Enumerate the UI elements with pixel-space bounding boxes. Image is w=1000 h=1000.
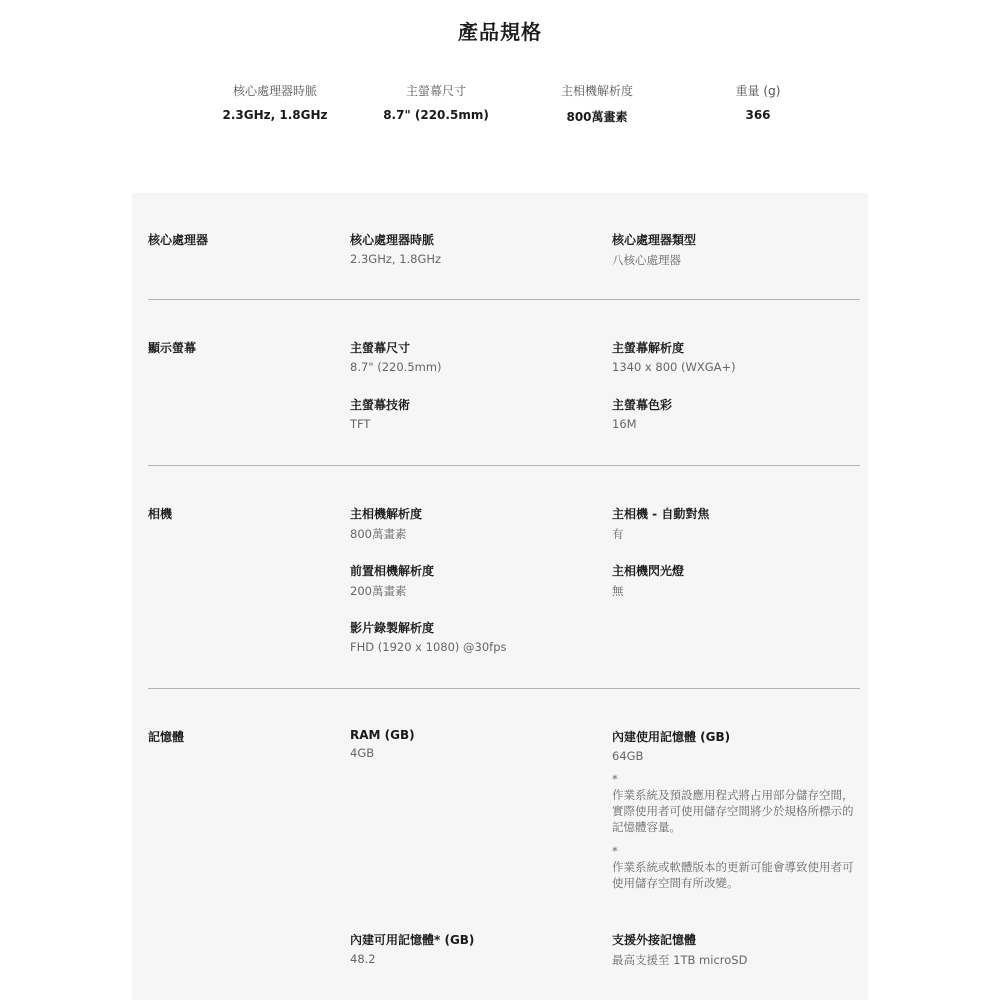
spec-item <box>350 562 600 599</box>
spec-value: 8.7" (220.5mm) <box>350 360 442 374</box>
spec-label: 主螢幕解析度 <box>612 341 685 355</box>
spec-item <box>350 619 600 654</box>
spec-label: 支援外接記憶體 <box>612 933 697 947</box>
spec-label: 主相機閃光燈 <box>612 564 685 578</box>
key-spec-value: 8.7" (220.5mm) <box>383 108 489 122</box>
spec-value: FHD (1920 x 1080) @30fps <box>350 640 507 654</box>
spec-item <box>612 396 862 431</box>
spec-label: 主相機 - 自動對焦 <box>612 507 710 521</box>
spec-label: 主螢幕色彩 <box>612 398 673 412</box>
spec-label: 主螢幕技術 <box>350 398 411 412</box>
spec-label: 影片錄製解析度 <box>350 621 435 635</box>
spec-item <box>612 562 862 599</box>
spec-item <box>612 231 862 268</box>
spec-value: 無 <box>612 584 624 598</box>
spec-item <box>350 931 600 966</box>
spec-value: 200萬畫素 <box>350 584 407 598</box>
section-divider <box>148 465 860 466</box>
key-spec-value: 800萬畫素 <box>566 110 628 124</box>
spec-item <box>350 505 600 542</box>
spec-footnotes <box>612 771 862 891</box>
key-spec-label: 主相機解析度 <box>560 84 633 98</box>
key-spec-screen-size <box>351 82 521 122</box>
spec-panel <box>132 193 868 1000</box>
spec-item <box>612 728 862 763</box>
key-specs-summary <box>175 82 865 132</box>
key-spec-label: 主螢幕尺寸 <box>405 84 466 98</box>
spec-value: 1340 x 800 (WXGA+) <box>612 360 736 374</box>
section-divider <box>148 299 860 300</box>
section-title: 相機 <box>148 507 173 521</box>
footnote-text: 作業系統及預設應用程式將占用部分儲存空間，實際使用者可使用儲存空間將少於規格所標示的記憶體容量。 <box>612 788 854 834</box>
spec-value: 800萬畫素 <box>350 527 407 541</box>
spec-label: 前置相機解析度 <box>350 564 435 578</box>
spec-value: 48.2 <box>350 952 376 966</box>
spec-item <box>612 505 862 542</box>
key-spec-label: 核心處理器時脈 <box>232 84 317 98</box>
footnote-text: 作業系統或軟體版本的更新可能會導致使用者可使用儲存空間有所改變。 <box>612 860 854 890</box>
spec-value: 2.3GHz, 1.8GHz <box>350 252 442 266</box>
key-spec-camera-resolution <box>512 82 682 125</box>
spec-value: 16M <box>612 417 637 431</box>
footnote-star: * <box>612 772 618 786</box>
spec-item <box>612 931 862 968</box>
key-spec-label: 重量 (g) <box>735 84 781 98</box>
spec-item <box>350 339 600 374</box>
section-title: 顯示螢幕 <box>148 341 197 355</box>
key-spec-value: 2.3GHz, 1.8GHz <box>222 108 328 122</box>
spec-value: 八核心處理器 <box>612 253 681 267</box>
spec-value: 最高支援至 1TB microSD <box>612 953 748 967</box>
spec-value: 有 <box>612 527 624 541</box>
spec-value: 64GB <box>612 749 644 763</box>
spec-label: 內建使用記憶體 (GB) <box>612 730 731 744</box>
spec-label: RAM (GB) <box>350 728 415 742</box>
spec-label: 核心處理器類型 <box>612 233 697 247</box>
spec-value: 4GB <box>350 746 375 760</box>
spec-item <box>350 728 600 760</box>
spec-value: TFT <box>350 417 371 431</box>
spec-label: 主相機解析度 <box>350 507 423 521</box>
page-title: 產品規格 <box>458 20 542 44</box>
footnote-star: * <box>612 844 618 858</box>
key-spec-weight <box>673 82 843 122</box>
spec-item <box>350 231 600 266</box>
key-spec-cpu-speed <box>190 82 360 122</box>
section-title: 核心處理器 <box>148 233 209 247</box>
spec-item <box>612 339 862 374</box>
key-spec-value: 366 <box>745 108 771 122</box>
section-divider <box>148 688 860 689</box>
spec-label: 內建可用記憶體* (GB) <box>350 933 475 947</box>
spec-label: 主螢幕尺寸 <box>350 341 411 355</box>
section-title: 記憶體 <box>148 730 185 744</box>
spec-label: 核心處理器時脈 <box>350 233 435 247</box>
spec-item <box>350 396 600 431</box>
